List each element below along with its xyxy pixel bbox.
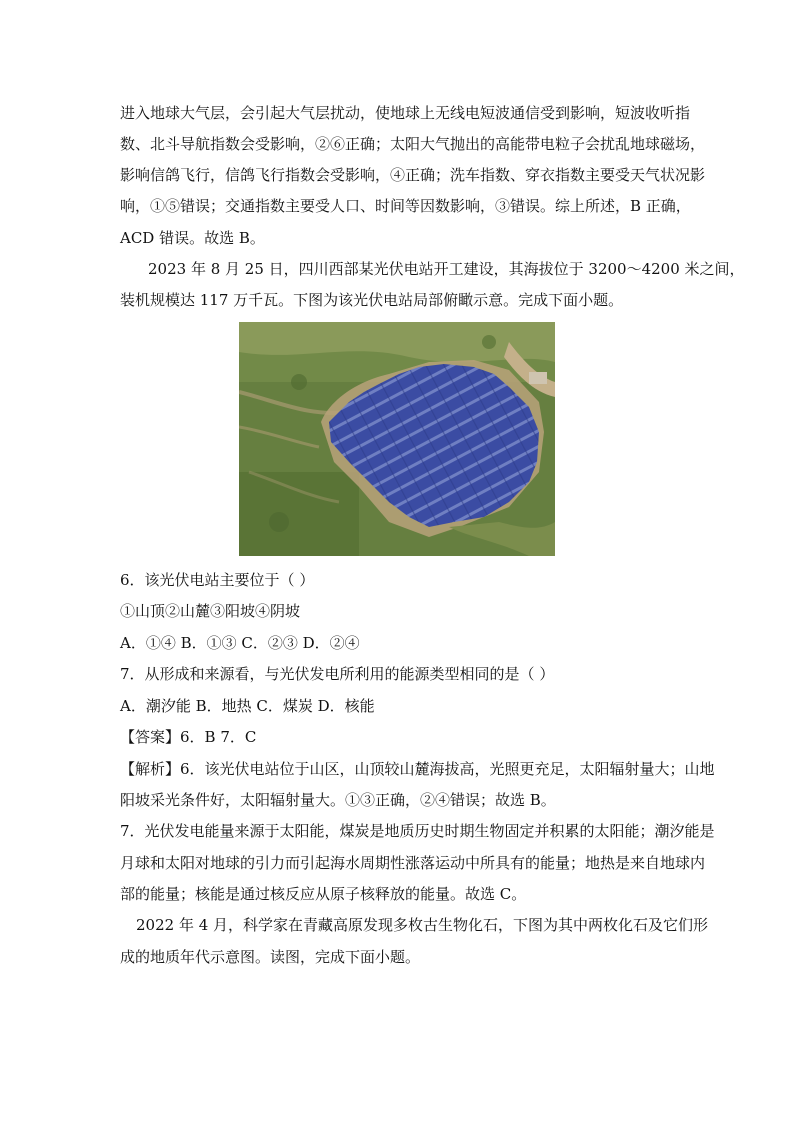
analysis-line: 阳坡采光条件好，太阳辐射量大。①③正确，②④错误；故选 B。: [120, 791, 556, 809]
question-7-options: A．潮汐能 B．地热 C．煤炭 D．核能: [120, 697, 375, 715]
question-7-stem: 7．从形成和来源看，与光伏发电所利用的能源类型相同的是（ ）: [120, 665, 555, 683]
analysis-line: 月球和太阳对地球的引力而引起海水周期性涨落运动中所具有的能量；地热是来自地球内: [120, 854, 706, 872]
paragraph-line: 成的地质年代示意图。读图，完成下面小题。: [120, 948, 421, 966]
paragraph-line: 2022 年 4 月，科学家在青藏高原发现多枚古生物化石，下图为其中两枚化石及它们形: [136, 916, 709, 934]
paragraph-line: 2023 年 8 月 25 日，四川西部某光伏电站开工建设，其海拔位于 3200～4200 米之间，: [148, 260, 745, 278]
analysis-line: 7．光伏发电能量来源于太阳能，煤炭是地质历史时期生物固定并积累的太阳能；潮汐能是: [120, 822, 715, 840]
paragraph-line: ACD 错误。故选 B。: [120, 229, 265, 247]
paragraph-line: 装机规模达 117 万千瓦。下图为该光伏电站局部俯瞰示意。完成下面小题。: [120, 291, 624, 309]
paragraph-line: 影响信鸽飞行，信鸽飞行指数会受影响，④正确；洗车指数、穿衣指数主要受天气状况影: [120, 166, 706, 184]
solar-plant-aerial-photo: [239, 322, 555, 556]
paragraph-line: 响，①⑤错误；交通指数主要受人口、时间等因数影响，③错误。综上所述，B 正确，: [120, 197, 691, 215]
question-6-items: ①山顶②山麓③阳坡④阴坡: [120, 602, 301, 620]
paragraph-line: 进入地球大气层，会引起大气层扰动，使地球上无线电短波通信受到影响，短波收听指: [120, 104, 691, 122]
question-6-options: A．①④ B．①③ C．②③ D．②④: [120, 634, 360, 652]
answer-line: 【答案】6．B 7．C: [120, 728, 257, 746]
analysis-line: 部的能量；核能是通过核反应从原子核释放的能量。故选 C。: [120, 885, 527, 903]
paragraph-line: 数、北斗导航指数会受影响，②⑥正确；太阳大气抛出的高能带电粒子会扰乱地球磁场，: [120, 135, 706, 153]
question-6-stem: 6．该光伏电站主要位于（ ）: [120, 571, 315, 589]
analysis-line: 【解析】6．该光伏电站位于山区，山顶较山麓海拔高，光照更充足，太阳辐射量大；山地: [120, 760, 715, 778]
